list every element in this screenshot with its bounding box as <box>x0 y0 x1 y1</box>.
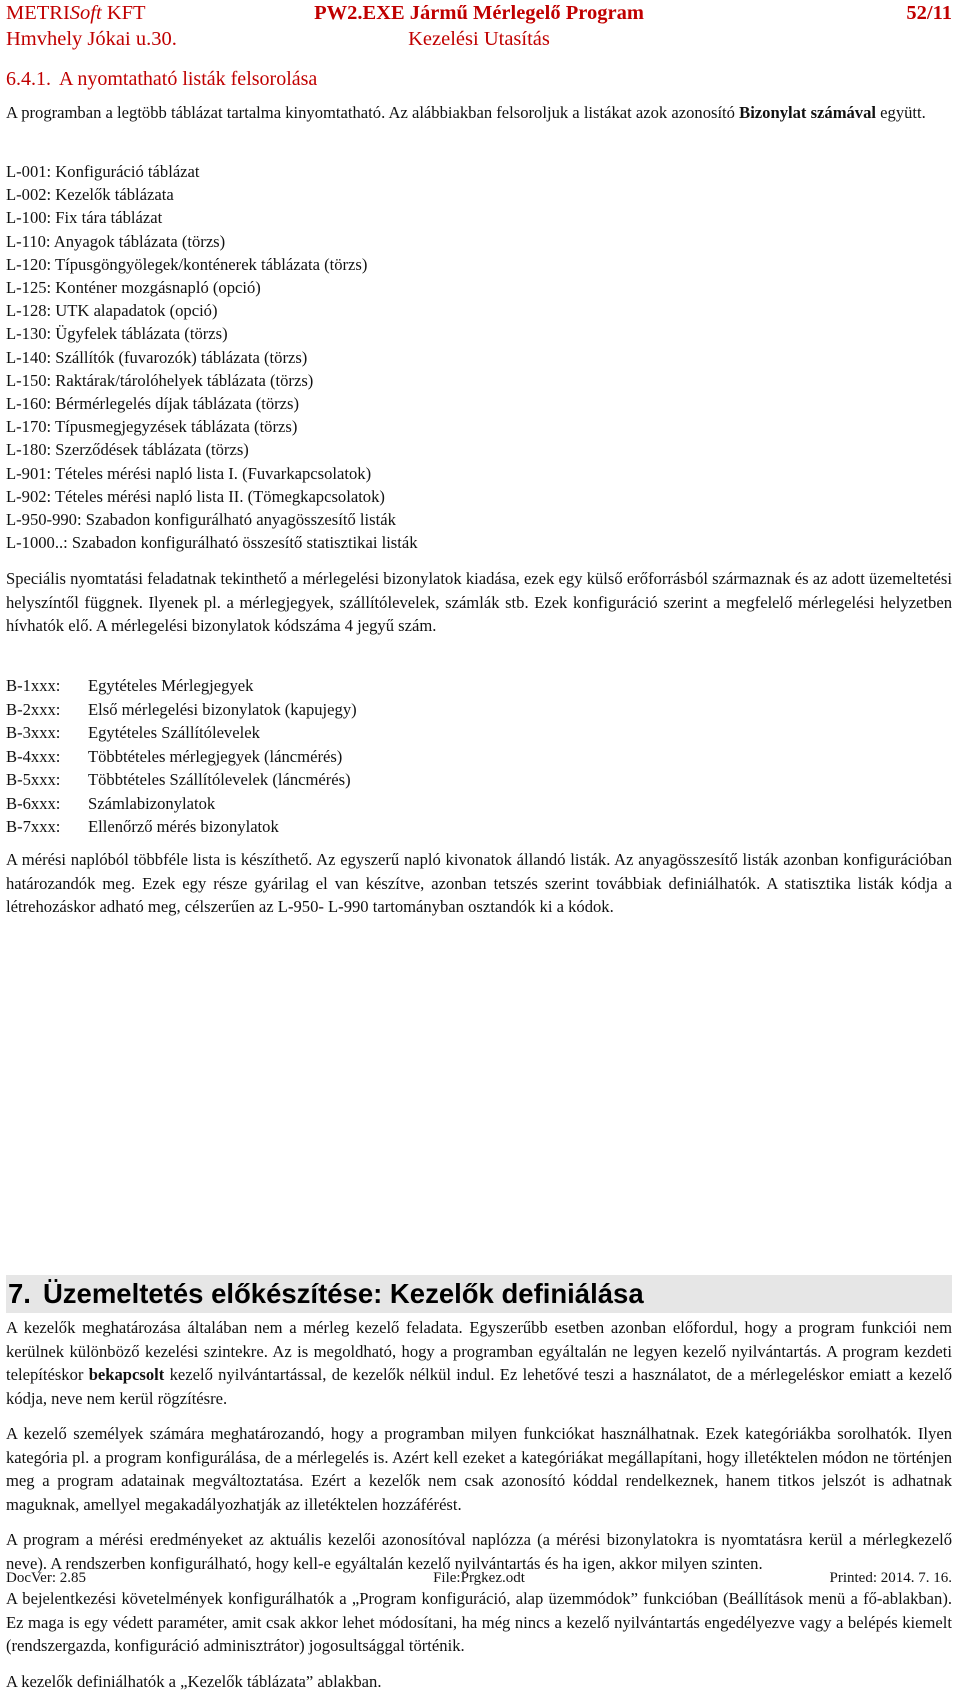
list-item: L-125: Konténer mozgásnapló (opció) <box>6 278 261 298</box>
list-item: L-950-990: Szabadon konfigurálható anyagösszesítő listák <box>6 510 396 530</box>
section-title: A nyomtatható listák felsorolása <box>59 68 318 90</box>
document-name: Egytételes Szállítólevelek <box>88 723 260 742</box>
document-code-item <box>6 768 952 792</box>
document-code: B-6xxx: <box>6 793 61 813</box>
document-subtitle: Kezelési Utasítás <box>408 28 550 50</box>
document-name: Számlabizonylatok <box>88 793 216 813</box>
chapter-number: 7. <box>8 1278 31 1309</box>
document-code-item <box>6 815 952 839</box>
document-code: B-2xxx: <box>6 699 61 719</box>
printable-lists <box>6 160 952 554</box>
list-item: L-170: Típusmegjegyzések táblázata (törzs) <box>6 417 298 437</box>
document-code-item <box>6 745 952 769</box>
document-name: Többtételes Szállítólevelek (láncmérés) <box>88 770 351 789</box>
list-item: L-001: Konfiguráció táblázat <box>6 162 200 181</box>
list-item: L-1000..: Szabadon konfigurálható összesítő statisztikai listák <box>6 533 418 553</box>
document-code-item <box>6 792 952 816</box>
program-title: PW2.EXE Jármű Mérlegelő Program <box>314 2 644 24</box>
operators-paragraph-4: A bejelentkezési követelmények konfigurálhatók a „Program konfiguráció, alap üzemmódok” funkcióban (Beállítások menü a fő-ablakban). Ez maga is egy védett paraméter, amit csak akkor lehet módosítani, ha még nincs a kezelő nyilvántartás engedélyezve vagy a belépés kiemelt (rendszergazda, konfiguráció adminisztrátor) jogosultsággal történik. <box>6 1589 952 1655</box>
section-heading-641 <box>6 66 317 92</box>
chapter-heading <box>6 1275 952 1313</box>
list-item: L-160: Bérmérlegelés díjak táblázata (törzs) <box>6 394 300 414</box>
document-code: B-3xxx: <box>6 723 61 742</box>
document-name: Többtételes mérlegjegyek (láncmérés) <box>88 746 343 766</box>
document-name: Ellenőrző mérés bizonylatok <box>88 817 279 836</box>
intro-paragraph: A programban a legtöbb táblázat tartalma kinyomtatható. Az alábbiakban felsoroljuk a listákat azok azonosító Bizonylat számával együtt. <box>6 103 926 122</box>
document-code-item <box>6 698 952 722</box>
document-code: B-7xxx: <box>6 817 61 836</box>
file-name: File:Prgkez.odt <box>433 1570 525 1586</box>
operators-paragraph-1: A kezelők meghatározása általában nem a mérleg kezelő feladata. Egyszerűbb esetben azonban előfordul, hogy a program funkciói nem kerülnek különböző kezelési szintekre. Az is megoldható, hogy a programban egyáltalán ne legyen kezelő nyilvántartás. A program kezdeti telepítéskor bekapcsolt kezelő nyilvántartással, de kezelők nélkül indul. Ez lehetővé teszi a használatot, de a mérlegeléskor emiatt a kezelő kódja, neve nem kerül rögzítésre. <box>6 1318 952 1408</box>
list-item: L-128: UTK alapadatok (opció) <box>6 301 218 321</box>
page-number: 52/11 <box>906 2 952 24</box>
document-code: B-1xxx: <box>6 676 61 695</box>
list-item: L-150: Raktárak/tárolóhelyek táblázata (törzs) <box>6 370 314 390</box>
list-item: L-100: Fix tára táblázat <box>6 208 163 228</box>
list-item: L-140: Szállítók (fuvarozók) táblázata (törzs) <box>6 347 308 367</box>
document-code: B-4xxx: <box>6 746 61 766</box>
printed-date: Printed: 2014. 7. 16. <box>829 1570 952 1586</box>
list-item: L-901: Tételes mérési napló lista I. (Fuvarkapcsolatok) <box>6 463 372 483</box>
operators-paragraph-3: A program a mérési eredményeket az aktuális kezelői azonosítóval naplózza (a mérési bizonylatokra is nyomtatásra kerül a mérlegkezelő neve). A rendszerben konfigurálható, hogy kell-e egyáltalán kezelő nyilvántartás és ha igen, akkor milyen szinten. <box>6 1530 952 1573</box>
document-page <box>6 0 952 1691</box>
section-number: 6.4.1. <box>6 68 51 90</box>
chapter-title: Üzemeltetés előkészítése: Kezelők definiálása <box>42 1278 644 1309</box>
page-header <box>6 0 952 56</box>
document-name: Egytételes Mérlegjegyek <box>88 676 254 695</box>
document-code: B-5xxx: <box>6 770 61 789</box>
document-name: Első mérlegelési bizonylatok (kapujegy) <box>88 699 357 719</box>
document-code-item <box>6 674 952 698</box>
list-item: L-902: Tételes mérési napló lista II. (Tömegkapcsolatok) <box>6 486 385 506</box>
operators-paragraph-2: A kezelő személyek számára meghatározandó, hogy a programban milyen funkciókat használhatnak. Ezek kategóriákba sorolhatók. Ilyen kategória pl. a program konfigurálása, de a mérlegelés is. Azért kell ezeket a kategóriákat megállapítani, hogy illetéktelen módon ne történjen meg a program adatainak megváltoztatása. Ezért a kezelők nem csak azonosító kóddal rendelkeznek, hanem titkos jelszót is adhatnak maguknak, amellyel megakadályozhatják az illetéktelen hozzáférést. <box>6 1424 952 1514</box>
list-item: L-130: Ügyfelek táblázata (törzs) <box>6 324 228 344</box>
company-name: METRISoft KFT <box>6 2 146 24</box>
log-lists-paragraph: A mérési naplóból többféle lista is készíthető. Az egyszerű napló kivonatok állandó listák. Az anyagösszesítő listák azonban konfigurációban határozandók meg. Ezek egy része gyárilag el van készítve, azonban tetszés szerint továbbiak definiálhatók. A statisztika listák kódja a létrehozáskor adható meg, célszerűen az L-950- L-990 tartományban osztandók ki a kódok. <box>6 850 952 916</box>
document-codes-list <box>6 674 952 839</box>
document-code-item <box>6 721 952 745</box>
doc-version: DocVer: 2.85 <box>6 1570 86 1586</box>
operators-paragraph-5: A kezelők definiálhatók a „Kezelők táblázata” ablakban. <box>6 1672 382 1691</box>
special-printing-paragraph: Speciális nyomtatási feladatnak tekinthető a mérlegelési bizonylatok kiadása, ezek egy külső erőforrásból származnak és az adott üzemeltetési helyszíntől függnek. Ilyenek pl. a mérlegjegyek, szállítólevelek, számlák stb. Ezek konfiguráció szerint a megfelelő mérlegelési helyzetben hívhatók elő. A mérlegelési bizonylatok kódszáma 4 jegyű szám. <box>6 569 952 635</box>
company-address: Hmvhely Jókai u.30. <box>6 28 177 50</box>
list-item: L-002: Kezelők táblázata <box>6 185 174 205</box>
list-item: L-180: Szerződések táblázata (törzs) <box>6 440 249 460</box>
list-item: L-110: Anyagok táblázata (törzs) <box>6 231 226 251</box>
list-item: L-120: Típusgöngyölegek/konténerek táblázata (törzs) <box>6 254 368 274</box>
